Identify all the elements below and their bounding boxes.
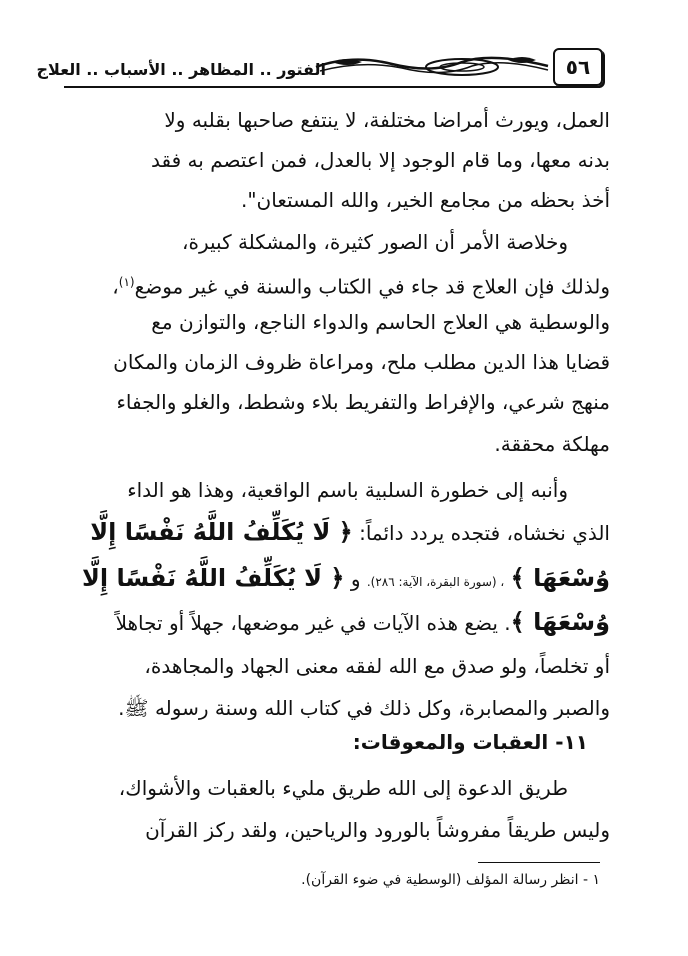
text-line: وخلاصة الأمر أن الصور كثيرة، والمشكلة كبيرة، bbox=[182, 230, 568, 254]
running-head: الفتور .. المظاهر .. الأسباب .. العلاج bbox=[36, 60, 326, 79]
heading-text: العقبات والمعوقات: bbox=[352, 730, 549, 754]
text-line: العمل، ويورث أمراضا مختلفة، لا ينتفع صاحبها بقلبه ولا bbox=[164, 108, 610, 132]
header-ornament bbox=[312, 52, 552, 82]
quran-line-2 bbox=[82, 558, 610, 598]
text-line: أخذ بحظه من مجامع الخير، والله المستعان". bbox=[241, 188, 610, 212]
quran-verse: ﴿ لَا يُكَلِّفُ اللَّهُ نَفْسًا إِلَّا bbox=[81, 564, 345, 592]
quran-verse: ﴿ لَا يُكَلِّفُ اللَّهُ نَفْسًا إِلَّا bbox=[90, 518, 353, 546]
text-line: طريق الدعوة إلى الله طريق مليء بالعقبات والأشواك، bbox=[118, 776, 568, 800]
text-line: وأنبه إلى خطورة السلبية باسم الواقعية، وهذا هو الداء bbox=[127, 478, 568, 502]
heading-number: ١١- bbox=[555, 730, 588, 754]
text-line: قضايا هذا الدين مطلب ملح، ومراعاة ظروف الزمان والمكان bbox=[113, 350, 610, 374]
text-line: منهج شرعي، والإفراط والتفريط بلاء وشطط، والغلو والجفاء bbox=[116, 390, 610, 414]
verse-citation: ، (سورة البقرة، الآية: ٢٨٦). bbox=[366, 575, 505, 589]
text-line: مهلكة محققة. bbox=[494, 432, 610, 456]
header-rule bbox=[64, 86, 600, 88]
footnote-marker: (١) bbox=[118, 275, 135, 289]
text-line: والصبر والمصابرة، وكل ذلك في كتاب الله وسنة رسوله ﷺ. bbox=[118, 696, 610, 720]
section-heading bbox=[353, 722, 588, 762]
text-span: و bbox=[350, 567, 361, 591]
quran-verse: وُسْعَهَا ﴾ bbox=[510, 564, 610, 592]
quran-line-1 bbox=[90, 512, 610, 552]
text-line-footnote-ref bbox=[112, 262, 610, 302]
text-span: الذي نخشاه، فتجده يردد دائماً: bbox=[359, 521, 610, 545]
text-line: بدنه معها، وما قام الوجود إلا بالعدل، فمن اعتصم به فقد bbox=[151, 148, 610, 172]
page-number: ٥٦ bbox=[553, 48, 603, 86]
text-line: أو تخلصاً، ولو صدق مع الله لفقه معنى الجهاد والمجاهدة، bbox=[144, 654, 610, 678]
text-line: والوسطية هي العلاج الحاسم والدواء الناجع، والتوازن مع bbox=[151, 310, 610, 334]
quran-verse: وُسْعَهَا ﴾ bbox=[510, 608, 610, 636]
footnote-rule bbox=[478, 862, 600, 863]
text-span: ، bbox=[112, 274, 119, 299]
text-span: ولذلك فإن العلاج قد جاء في الكتاب والسنة في غير موضع bbox=[134, 274, 610, 299]
text-span: . يضع هذه الآيات في غير موضعها، جهلاً أو تجاهلاً bbox=[115, 611, 511, 635]
quran-line-3 bbox=[116, 602, 610, 642]
text-line: وليس طريقاً مفروشاً بالورود والرياحين، ولقد ركز القرآن bbox=[145, 818, 610, 842]
footnote: ١ - انظر رسالة المؤلف (الوسطية في ضوء القرآن). bbox=[301, 872, 600, 888]
